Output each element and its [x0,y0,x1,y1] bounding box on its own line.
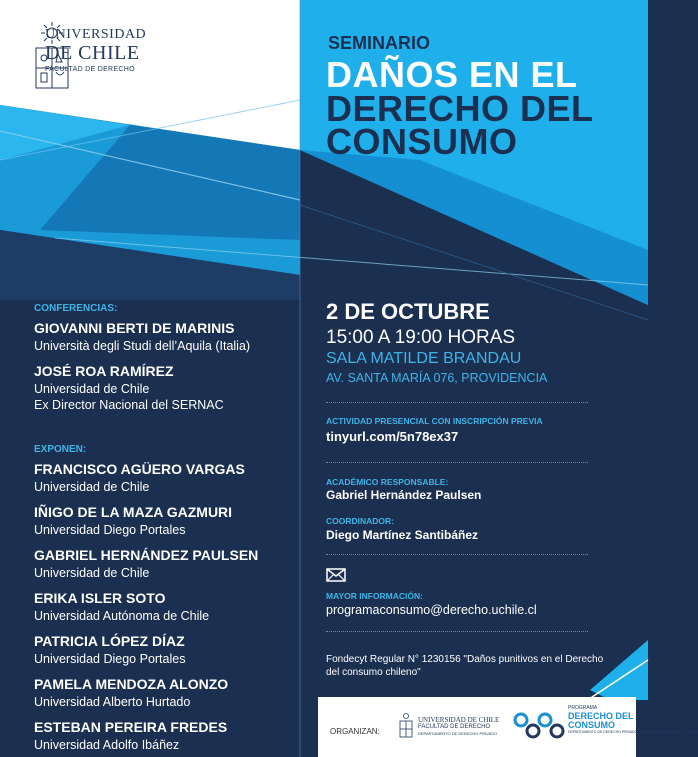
organizers-footer [318,697,698,757]
contact-email[interactable]: programaconsumo@derecho.uchile.cl [326,603,537,617]
divider [326,402,588,403]
registration-link[interactable]: tinyurl.com/5n78ex37 [326,429,459,444]
faculty-name: FACULTAD DE DERECHO [45,66,135,73]
speaker-affiliation: Universidad Diego Portales [34,523,186,537]
coordinador-name: Diego Martínez Santibáñez [326,528,479,542]
coordinador-label: COORDINADOR: [326,516,394,526]
conferencias-label: CONFERENCIAS: [34,303,118,314]
event-title-line2: DERECHO DEL [326,88,594,129]
event-type: SEMINARIO [328,33,431,53]
speaker-name: FRANCISCO AGÜERO VARGAS [34,461,245,477]
speaker-name: PAMELA MENDOZA ALONZO [34,676,229,692]
divider [326,554,588,555]
speaker-affiliation: Universidad Diego Portales [34,652,186,666]
speaker-affiliation-extra: Ex Director Nacional del SERNAC [34,398,224,412]
speaker-name: GABRIEL HERNÁNDEZ PAULSEN [34,547,259,563]
contact-label: MAYOR INFORMACIÓN: [326,591,423,601]
footer-department: DEPARTAMENTO DE DERECHO PRIVADO [418,731,498,736]
program-label: PROGRAMA [568,705,598,711]
university-name-line1: UNIVERSIDAD [45,27,147,42]
program-name-line1: DERECHO DEL [568,711,634,721]
speaker-affiliation: Universidad de Chile [34,480,150,494]
speaker-name: GIOVANNI BERTI DE MARINIS [34,320,235,336]
speaker-name: ERIKA ISLER SOTO [34,590,166,606]
speaker-affiliation: Universidad Adolfo Ibáñez [34,738,180,752]
envelope-icon [326,568,346,582]
registration-label: ACTIVIDAD PRESENCIAL CON INSCRIPCIÓN PREVIA [326,416,543,426]
speaker-affiliation: Universidad Alberto Hurtado [34,695,191,709]
event-date: 2 DE OCTUBRE [326,299,490,324]
speaker-name: ESTEBAN PEREIRA FREDES [34,719,228,735]
fondecyt-note-line1: Fondecyt Regular N° 1230156 "Daños punitivos en el Derecho [326,654,604,665]
footer-university: UNIVERSIDAD DE CHILE [418,716,500,724]
event-address: AV. SANTA MARÍA 076, PROVIDENCIA [326,371,548,385]
event-title-line1: DAÑOS EN EL [326,54,578,95]
program-department: DEPARTAMENTO DE DERECHO PRIVADO · FACULTAD DE DERECHO U. CHILE [568,730,698,734]
divider [326,631,588,632]
exponen-label: EXPONEN: [34,444,87,455]
event-title-line3: CONSUMO [326,121,518,162]
speaker-name: PATRICIA LÓPEZ DÍAZ [34,633,185,649]
program-logo-icon [513,711,565,741]
event-hours: 15:00 A 19:00 HORAS [326,327,516,348]
speaker-name: IÑIGO DE LA MAZA GAZMURI [34,504,233,520]
organizan-label: ORGANIZAN: [330,727,380,736]
program-name-line2: CONSUMO [568,720,615,730]
academico-label: ACADÉMICO RESPONSABLE: [326,477,449,487]
divider [326,462,588,463]
footer-faculty: FACULTAD DE DERECHO [418,724,491,730]
speaker-affiliation: Università degli Studi dell’Aquila (Italia) [34,339,251,353]
speaker-affiliation: Universidad Autónoma de Chile [34,609,210,623]
speaker-name: JOSÉ ROA RAMÍREZ [34,363,174,379]
university-crest-small-icon [398,711,414,741]
fondecyt-note-line2: del consumo chileno" [326,667,421,678]
academico-name: Gabriel Hernández Paulsen [326,488,482,502]
speaker-affiliation: Universidad de Chile [34,382,150,396]
speaker-affiliation: Universidad de Chile [34,566,150,580]
university-name-line2: DE CHILE [45,42,140,64]
event-venue: SALA MATILDE BRANDAU [326,350,522,367]
